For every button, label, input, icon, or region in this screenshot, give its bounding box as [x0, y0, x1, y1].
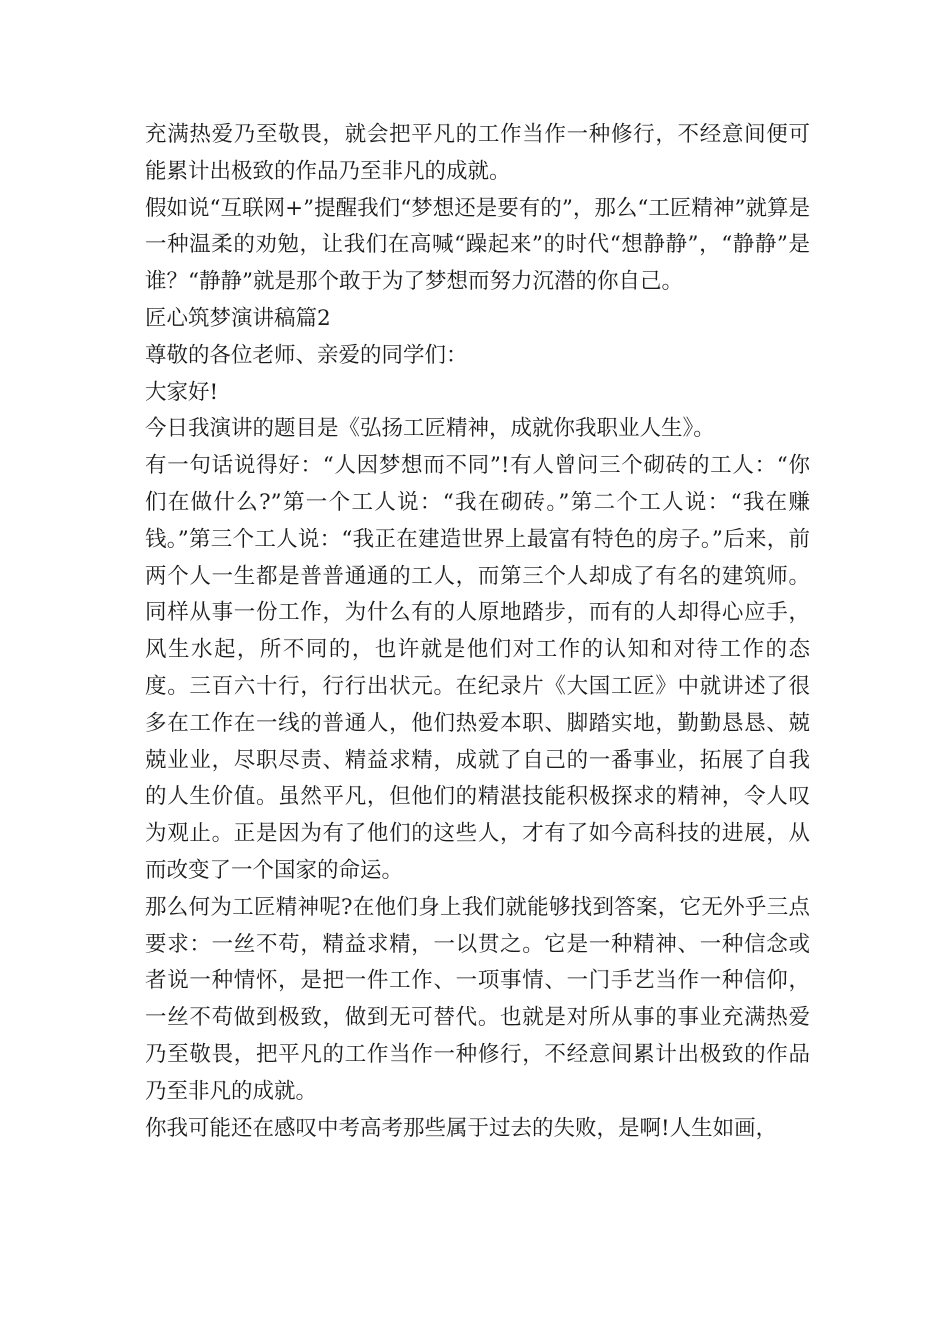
speech-topic: 今日我演讲的题目是《弘扬工匠精神，成就你我职业人生》。: [145, 416, 715, 442]
paragraph-internet-plus: 假如说“互联网+”提醒我们“梦想还是要有的”，那么“工匠精神”就算是一种温柔的劝勉，让我们在高喊“躁起来”的时代“想静静”，“静静”是谁？“静静”就是那个敢于为了梦想而努力沉潜的你自己。: [145, 195, 810, 295]
paragraph-life-like-painting: 你我可能还在感叹中考高考那些属于过去的失败，是啊!人生如画，: [145, 1115, 778, 1141]
section-heading: 匠心筑梦演讲稿篇2: [145, 305, 331, 331]
paragraph-craftsman-spirit: 那么何为工匠精神呢?在他们身上我们就能够找到答案，它无外乎三点要求：一丝不苟，精益求精，一以贯之。它是一种精神、一种信念或者说一种情怀，是把一件工作、一项事情、一门手艺当作一种信仰，一丝不苟做到极致，做到无可替代。也就是对所从事的事业充满热爱乃至敬畏，把平凡的工作当作一种修行，不经意间累计出极致的作品乃至非凡的成就。: [145, 894, 810, 1104]
paragraph-bricklayers: 有一句话说得好：“人因梦想而不同”!有人曾问三个砌砖的工人：“你们在做什么?”第一个工人说：“我在砌砖。”第二个工人说：“我在赚钱。”第三个工人说：“我正在建造世界上最富有特色的房子。”后来，前两个人一生都是普普通通的工人，而第三个人却成了有名的建筑师。同样从事一份工作，为什么有的人原地踏步，而有的人却得心应手，风生水起，所不同的，也许就是他们对工作的认知和对待工作的态度。三百六十行，行行出状元。在纪录片《大国工匠》中就讲述了很多在工作在一线的普通人，他们热爱本职、脚踏实地，勤勤恳恳、兢兢业业，尽职尽责、精益求精，成就了自己的一番事业，拓展了自我的人生价值。虽然平凡，但他们的精湛技能积极探求的精神，令人叹为观止。正是因为有了他们的这些人，才有了如今高科技的进展，从而改变了一个国家的命运。: [145, 453, 810, 883]
paragraph-continuation: 充满热爱乃至敬畏，就会把平凡的工作当作一种修行，不经意间便可能累计出极致的作品乃至非凡的成就。: [145, 122, 810, 184]
document-page: [145, 117, 810, 1147]
salutation: 尊敬的各位老师、亲爱的同学们：: [145, 342, 468, 368]
greeting: 大家好!: [145, 379, 219, 405]
